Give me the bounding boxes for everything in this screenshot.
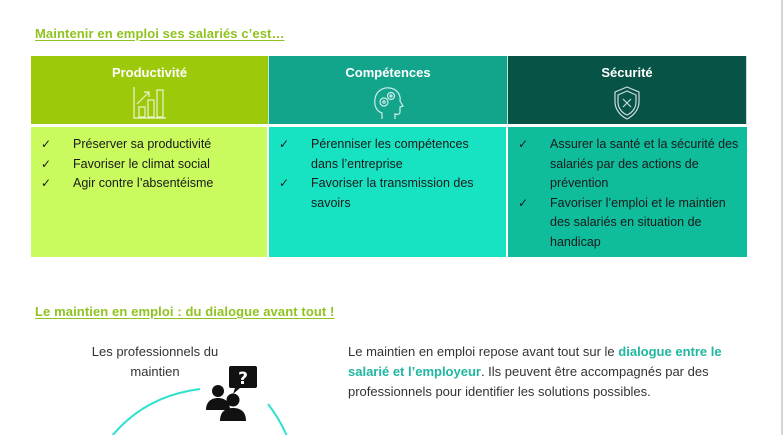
header-label: Compétences — [345, 65, 431, 80]
header-productivite — [31, 56, 269, 127]
list-item: ✓ Favoriser la transmission des savoirs — [279, 174, 498, 213]
page-edge-divider — [781, 0, 783, 435]
check-icon: ✓ — [41, 137, 52, 151]
dialogue-paragraph: Le maintien en emploi repose avant tout sur le dialogue entre le salarié et l’employeur. Ils peuvent être accompagnés par des professionnels pour identifier les solutions possibles. — [348, 344, 722, 399]
professionals-label: Les professionnels du maintien — [91, 344, 219, 379]
header-securite — [508, 56, 747, 127]
header-label: Productivité — [111, 65, 188, 80]
svg-text:?: ? — [238, 369, 248, 389]
section-title-maintenir: Maintenir en emploi ses salariés c’est… — [35, 26, 285, 41]
body-competences — [269, 127, 508, 257]
shield-x-icon — [607, 85, 647, 121]
people-question-icon — [205, 366, 263, 424]
list-item: ✓ Assurer la santé et la sécurité des salariés par des actions de prévention — [518, 135, 739, 194]
header-label: Sécurité — [601, 65, 653, 80]
check-icon: ✓ — [279, 137, 290, 151]
bar-chart-growth-icon — [130, 85, 170, 121]
check-icon: ✓ — [518, 137, 529, 151]
list-item: ✓ Pérenniser les compétences dans l’entreprise — [279, 135, 498, 174]
header-competences — [269, 56, 508, 127]
check-icon: ✓ — [279, 176, 290, 190]
highlight-dialogue: dialogue entre le salarié et l’employeur — [348, 344, 722, 379]
body-securite — [508, 127, 747, 257]
list-item: ✓ Agir contre l’absentéisme — [41, 174, 259, 194]
section-title-dialogue: Le maintien en emploi : du dialogue avant tout ! — [35, 304, 335, 319]
benefits-table — [31, 56, 747, 257]
check-icon: ✓ — [41, 176, 52, 190]
check-icon: ✓ — [41, 156, 52, 171]
list-item: ✓ Préserver sa productivité — [41, 135, 259, 155]
list-item: ✓ Favoriser le climat social — [41, 155, 259, 175]
check-icon: ✓ — [518, 195, 529, 210]
body-productivite — [31, 127, 269, 257]
list-item: ✓ Favoriser l’emploi et le maintien des salariés en situation de handicap — [518, 194, 739, 253]
head-gears-icon — [368, 85, 408, 121]
